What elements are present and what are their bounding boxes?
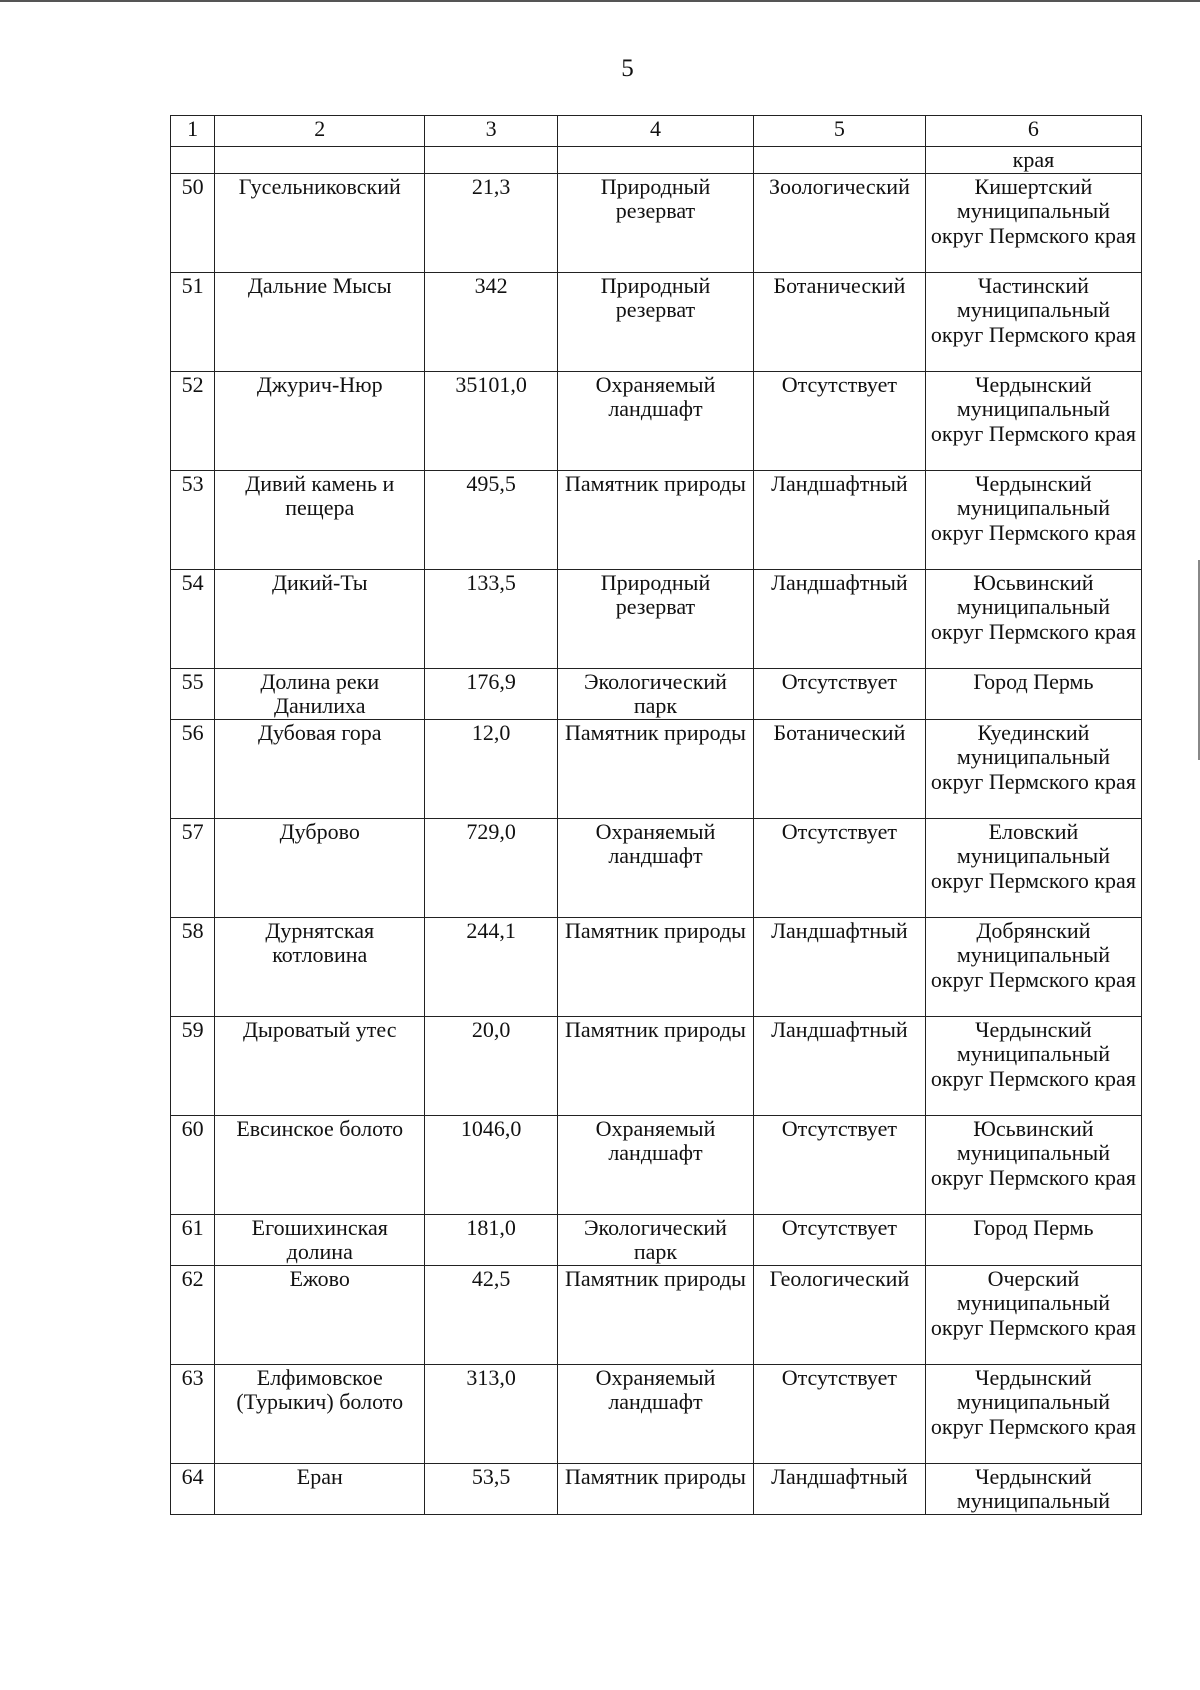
table-row bbox=[171, 1265, 1142, 1364]
cell-category: Природный резерват bbox=[557, 569, 753, 668]
cell-category: Памятник природы bbox=[557, 470, 753, 569]
cell-area: 342 bbox=[425, 272, 558, 371]
cell-category: Охраняемый ландшафт bbox=[557, 818, 753, 917]
cell-area: 1046,0 bbox=[425, 1115, 558, 1214]
cell-number: 63 bbox=[171, 1364, 215, 1463]
cell-name bbox=[215, 147, 425, 174]
cell-name: Егошихинская долина bbox=[215, 1214, 425, 1265]
column-number: 4 bbox=[557, 116, 753, 147]
cell-profile: Ландшафтный bbox=[753, 470, 925, 569]
cell-profile: Ботанический bbox=[753, 272, 925, 371]
cell-category bbox=[557, 147, 753, 174]
cell-area: 133,5 bbox=[425, 569, 558, 668]
cell-profile: Геологический bbox=[753, 1265, 925, 1364]
cell-location: Юсьвинский муниципальный округ Пермского края bbox=[925, 1115, 1141, 1214]
cell-location: Очерский муниципальный округ Пермского края bbox=[925, 1265, 1141, 1364]
cell-location: Юсьвинский муниципальный округ Пермского края bbox=[925, 569, 1141, 668]
cell-number: 61 bbox=[171, 1214, 215, 1265]
cell-number: 52 bbox=[171, 371, 215, 470]
cell-category: Памятник природы bbox=[557, 1016, 753, 1115]
cell-profile: Отсутствует bbox=[753, 668, 925, 719]
cell-category: Памятник природы bbox=[557, 719, 753, 818]
cell-category: Экологический парк bbox=[557, 668, 753, 719]
cell-name: Дурнятская котловина bbox=[215, 917, 425, 1016]
cell-category: Памятник природы bbox=[557, 917, 753, 1016]
cell-name: Елфимовское (Турыкич) болото bbox=[215, 1364, 425, 1463]
scan-top-edge bbox=[0, 0, 1200, 2]
cell-location: края bbox=[925, 147, 1141, 174]
cell-number: 51 bbox=[171, 272, 215, 371]
cell-area: 20,0 bbox=[425, 1016, 558, 1115]
cell-area: 21,3 bbox=[425, 173, 558, 272]
column-number: 5 bbox=[753, 116, 925, 147]
cell-number bbox=[171, 147, 215, 174]
cell-name: Джурич-Нюр bbox=[215, 371, 425, 470]
cell-name: Дубовая гора bbox=[215, 719, 425, 818]
cell-location: Добрянский муниципальный округ Пермского края bbox=[925, 917, 1141, 1016]
table-row bbox=[171, 818, 1142, 917]
cell-name: Дивий камень и пещера bbox=[215, 470, 425, 569]
cell-number: 55 bbox=[171, 668, 215, 719]
cell-location: Чердынский муниципальный bbox=[925, 1463, 1141, 1514]
cell-location: Чердынский муниципальный округ Пермского края bbox=[925, 1016, 1141, 1115]
cell-name: Дикий-Ты bbox=[215, 569, 425, 668]
cell-name: Ежово bbox=[215, 1265, 425, 1364]
cell-category: Памятник природы bbox=[557, 1463, 753, 1514]
cell-name: Евсинское болото bbox=[215, 1115, 425, 1214]
cell-profile: Ландшафтный bbox=[753, 1463, 925, 1514]
table-row bbox=[171, 1016, 1142, 1115]
cell-category: Охраняемый ландшафт bbox=[557, 371, 753, 470]
cell-profile: Отсутствует bbox=[753, 1364, 925, 1463]
cell-profile: Отсутствует bbox=[753, 1214, 925, 1265]
column-number: 6 bbox=[925, 116, 1141, 147]
cell-category: Природный резерват bbox=[557, 272, 753, 371]
cell-category: Экологический парк bbox=[557, 1214, 753, 1265]
cell-profile: Ботанический bbox=[753, 719, 925, 818]
table-row bbox=[171, 173, 1142, 272]
table-row bbox=[171, 719, 1142, 818]
table-row bbox=[171, 569, 1142, 668]
cell-name: Долина реки Данилиха bbox=[215, 668, 425, 719]
cell-name: Дыроватый утес bbox=[215, 1016, 425, 1115]
table-row bbox=[171, 371, 1142, 470]
table-row bbox=[171, 1115, 1142, 1214]
table-row bbox=[171, 917, 1142, 1016]
cell-location: Город Пермь bbox=[925, 668, 1141, 719]
cell-area: 35101,0 bbox=[425, 371, 558, 470]
cell-number: 57 bbox=[171, 818, 215, 917]
cell-location: Еловский муниципальный округ Пермского края bbox=[925, 818, 1141, 917]
column-number: 3 bbox=[425, 116, 558, 147]
cell-category: Природный резерват bbox=[557, 173, 753, 272]
cell-profile: Ландшафтный bbox=[753, 569, 925, 668]
cell-area bbox=[425, 147, 558, 174]
protected-areas-table bbox=[170, 115, 1142, 1515]
column-number: 1 bbox=[171, 116, 215, 147]
continuation-row bbox=[171, 147, 1142, 174]
cell-category: Памятник природы bbox=[557, 1265, 753, 1364]
cell-location: Частинский муниципальный округ Пермского края bbox=[925, 272, 1141, 371]
cell-number: 59 bbox=[171, 1016, 215, 1115]
cell-profile: Ландшафтный bbox=[753, 1016, 925, 1115]
cell-name: Дуброво bbox=[215, 818, 425, 917]
cell-location: Чердынский муниципальный округ Пермского края bbox=[925, 470, 1141, 569]
cell-area: 42,5 bbox=[425, 1265, 558, 1364]
cell-number: 62 bbox=[171, 1265, 215, 1364]
cell-area: 495,5 bbox=[425, 470, 558, 569]
cell-profile: Отсутствует bbox=[753, 371, 925, 470]
cell-area: 53,5 bbox=[425, 1463, 558, 1514]
cell-location: Город Пермь bbox=[925, 1214, 1141, 1265]
cell-profile bbox=[753, 147, 925, 174]
cell-area: 313,0 bbox=[425, 1364, 558, 1463]
cell-area: 729,0 bbox=[425, 818, 558, 917]
page-number: 5 bbox=[621, 55, 634, 82]
cell-number: 58 bbox=[171, 917, 215, 1016]
table-row bbox=[171, 1364, 1142, 1463]
cell-profile: Ландшафтный bbox=[753, 917, 925, 1016]
cell-area: 176,9 bbox=[425, 668, 558, 719]
cell-category: Охраняемый ландшафт bbox=[557, 1364, 753, 1463]
cell-location: Чердынский муниципальный округ Пермского края bbox=[925, 1364, 1141, 1463]
table-row bbox=[171, 668, 1142, 719]
cell-profile: Отсутствует bbox=[753, 818, 925, 917]
column-number: 2 bbox=[215, 116, 425, 147]
table-row bbox=[171, 272, 1142, 371]
table-row bbox=[171, 470, 1142, 569]
cell-location: Кишертский муниципальный округ Пермского края bbox=[925, 173, 1141, 272]
cell-location: Куединский муниципальный округ Пермского края bbox=[925, 719, 1141, 818]
column-number-row bbox=[171, 116, 1142, 147]
cell-area: 12,0 bbox=[425, 719, 558, 818]
cell-number: 50 bbox=[171, 173, 215, 272]
cell-name: Гусельниковский bbox=[215, 173, 425, 272]
cell-number: 54 bbox=[171, 569, 215, 668]
cell-name: Еран bbox=[215, 1463, 425, 1514]
table-row bbox=[171, 1214, 1142, 1265]
cell-location: Чердынский муниципальный округ Пермского края bbox=[925, 371, 1141, 470]
cell-category: Охраняемый ландшафт bbox=[557, 1115, 753, 1214]
cell-number: 56 bbox=[171, 719, 215, 818]
cell-name: Дальние Мысы bbox=[215, 272, 425, 371]
cell-number: 64 bbox=[171, 1463, 215, 1514]
cell-number: 60 bbox=[171, 1115, 215, 1214]
table-row bbox=[171, 1463, 1142, 1514]
cell-area: 181,0 bbox=[425, 1214, 558, 1265]
cell-profile: Отсутствует bbox=[753, 1115, 925, 1214]
cell-area: 244,1 bbox=[425, 917, 558, 1016]
cell-profile: Зоологический bbox=[753, 173, 925, 272]
cell-number: 53 bbox=[171, 470, 215, 569]
